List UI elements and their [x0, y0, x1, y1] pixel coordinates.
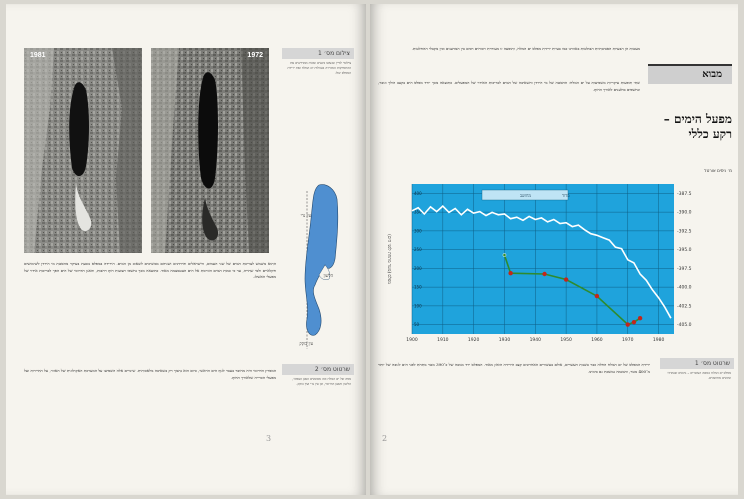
- dead-sea-level-chart: [378, 180, 730, 354]
- satellite-terrain-image: [24, 48, 142, 253]
- data-point-computed: [503, 253, 506, 256]
- body-text: ירידת המפלס של ים המלח החלה כבר בשנות העשרים, אולם בעשורים האחרונים קצב הירידה הואץ מאוד. המפלס ירד מגובה של כ־390 מטר מתחת לפני הים לגובה של יותר מ־400 מטר, והמגמה נמשכת גם בימינו.: [378, 362, 650, 374]
- x-tick-label: 1960: [591, 338, 603, 343]
- y-left-tick-label: 200: [414, 265, 422, 271]
- y-left-tick-label: 50: [414, 322, 420, 328]
- y-left-tick-label: 100: [414, 303, 422, 309]
- map-label-north: עין גדי: [300, 213, 311, 218]
- y-tick-label: -402.5: [677, 304, 692, 310]
- photo-year-label: 1981: [30, 52, 46, 59]
- y-tick-label: -392.5: [677, 229, 692, 235]
- legend-entry: מדוד: [562, 193, 570, 198]
- intro-text: מעטות הן הבעיות הסביבתיות הבולטות באזורנו כמו בעיית ירידת מפלס ים המלח, ותופעה זו מעוררת ויכוחים רבים בין המדענים ובין מקבלי ההחלטות.: [411, 46, 640, 51]
- x-tick-label: 1950: [560, 338, 572, 343]
- body-text: המפרץ הדרומי היה מחובר בעבר לגוף הים הראשי, כיום הוא נתמך רק בשאיבה מלאכותית. שינויים אלה השפיעו על המערכת האקולוגית של האזור, על התיירות ועל מפעלי הכרייה שלאורך החוף.: [24, 368, 276, 380]
- data-point-computed: [638, 316, 642, 320]
- satellite-photo-1981: [24, 48, 142, 253]
- data-point-computed: [542, 272, 546, 276]
- right-page: [370, 4, 738, 495]
- y-tick-label: -405.0: [677, 323, 692, 329]
- map-caption: [282, 364, 354, 389]
- map-label-south: עין בוקק: [299, 341, 313, 346]
- y-tick-label: -400.0: [677, 285, 692, 291]
- y-axis-label: מפלס (מטר מתחת לפני הים): [386, 234, 391, 284]
- chart-svg: [378, 180, 730, 354]
- plot-area: [412, 184, 674, 334]
- x-tick-label: 1920: [467, 338, 480, 343]
- y-left-tick-label: 400: [414, 190, 422, 196]
- intro-text: שתי תופעות עיקריות משפיעות על ים המלח: ההסטה של מי הירדן והשאיבה של המים לבריכות האידוי של המפעלים. כתוצאה מכך יורד מפלס הים בקצב הולך וגובר, ונחשפים בולענים לאורך החוף.: [378, 80, 640, 92]
- caption-label: שרטוט מס׳ 2: [282, 364, 354, 375]
- y-tick-label: -397.5: [677, 266, 692, 272]
- section-header: [648, 64, 732, 84]
- y-tick-label: -395.0: [677, 248, 692, 254]
- x-tick-label: 1930: [498, 338, 511, 343]
- chart-caption: [660, 358, 734, 383]
- x-tick-label: 1900: [406, 338, 418, 343]
- article-byline: מ׳ ניסים אורטל: [704, 168, 732, 173]
- dead-sea-shape: [305, 185, 338, 336]
- data-point-computed: [626, 322, 630, 326]
- data-point-computed: [632, 320, 636, 324]
- legend-entry: מחושב: [520, 193, 532, 198]
- x-tick-label: 1970: [622, 338, 634, 343]
- article-title: מפעל הימים – רקע כללי: [663, 112, 732, 141]
- caption-text: צילומי לוויין שנעשו בשנים שונות ממחישים את ההתפרקות המהירה בגבולות ים המלח ואת ירידת המפלס שלו.: [287, 61, 351, 75]
- page-number: 2: [382, 434, 388, 443]
- x-tick-label: 1910: [437, 338, 449, 343]
- page-number: 3: [266, 434, 272, 443]
- y-left-tick-label: 300: [414, 228, 422, 234]
- photo-caption: [282, 48, 354, 77]
- satellite-terrain-image: [151, 48, 269, 253]
- data-point-computed: [595, 294, 599, 298]
- y-left-tick-label: 250: [414, 247, 422, 253]
- y-tick-label: -387.5: [677, 191, 692, 197]
- satellite-photo-1972: [151, 48, 269, 253]
- y-left-tick-label: 150: [414, 284, 422, 290]
- x-tick-label: 1940: [529, 338, 542, 343]
- y-left-tick-label: 350: [414, 209, 422, 215]
- section-label: מבוא: [702, 69, 722, 80]
- data-point-computed: [564, 277, 568, 281]
- caption-label: שרטוט מס׳ 1: [660, 358, 734, 369]
- caption-label: צילום מס׳ 1: [282, 48, 354, 59]
- x-tick-label: 1980: [652, 338, 665, 343]
- left-page: [6, 4, 366, 495]
- caption-text: מפלס ים המלח במאה העשרים – נתונים שנמדדו ונתונים מחושבים.: [667, 371, 731, 380]
- map-label-lisan: הלשון: [323, 273, 333, 278]
- body-text: התוא משמש לצריכת המים של שני העמים, הישראלים והירדנים ושניהם ממשיכים לשאוב מן המים. הירידה במפלס נובעת בעיקר מהסטת מי הירדן לשימושים חקלאיים ולמי שתייה, עד כי כמות המים הזורמת אל הים הצטמצמה מאוד. כתוצאה מכך נחשפו רצועות חוף רחבות, והאגן הדרומי של הים הפך לבריכות אידוי של מפעלי האשלג.: [24, 261, 276, 280]
- caption-text: מפה של ים המלח ובה מסומנים האגן הצפוני, הלשון והאגן הדרומי, וכן עין גדי ועין בוקק.: [292, 377, 351, 386]
- data-point-computed: [508, 271, 512, 275]
- photo-year-label: 1972: [247, 52, 263, 59]
- y-tick-label: -390.0: [677, 210, 692, 216]
- dead-sea-map: [291, 179, 359, 349]
